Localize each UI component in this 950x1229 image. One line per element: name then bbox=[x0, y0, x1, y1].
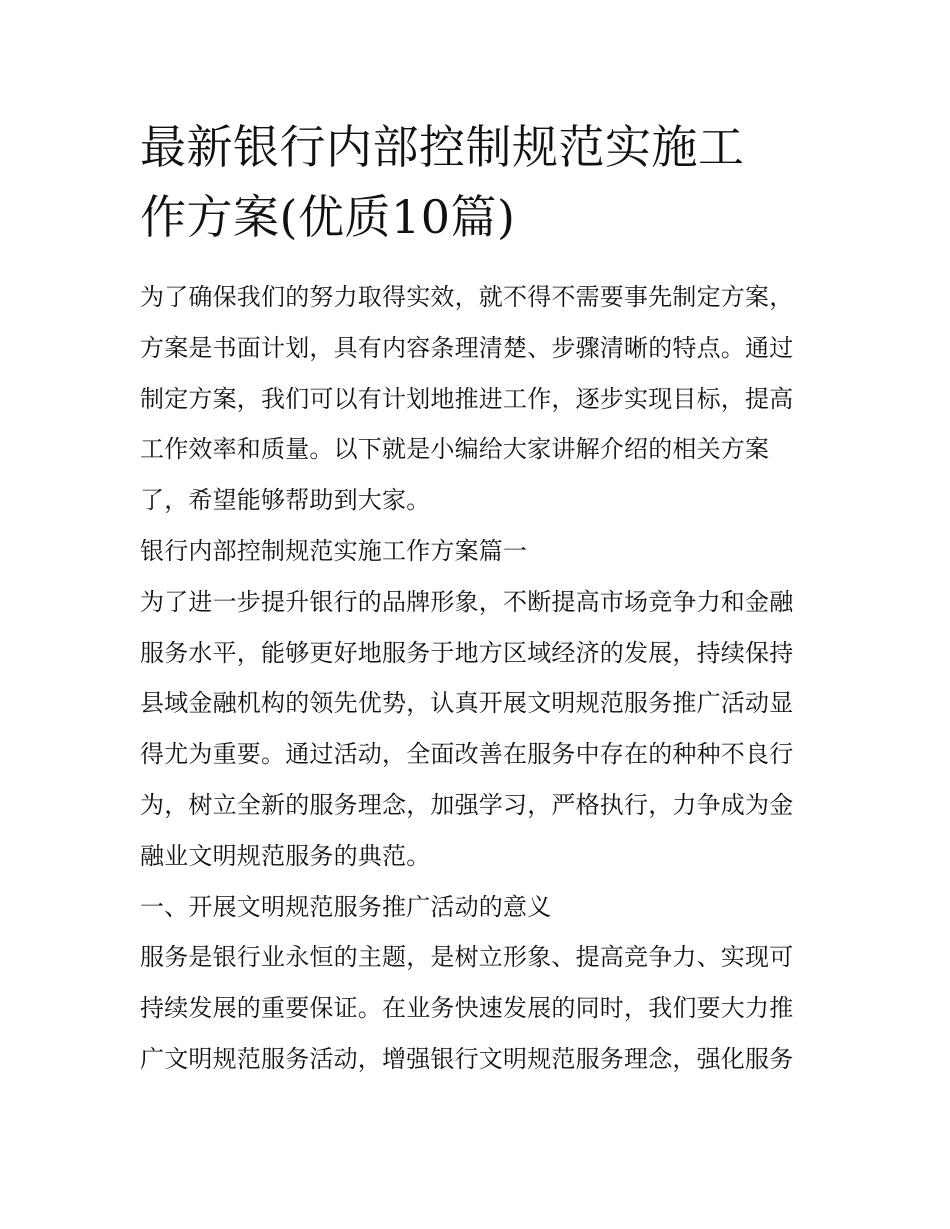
body-line: 服务水平，能够更好地服务于地方区域经济的发展，持续保持 bbox=[140, 638, 794, 667]
body-line: 县域金融机构的领先优势，认真开展文明规范服务推广活动显 bbox=[140, 689, 794, 718]
body-line: 融业文明规范服务的典范。 bbox=[140, 841, 431, 870]
document-title: 最新银行内部控制规范实施工 作方案(优质10篇) bbox=[140, 120, 745, 244]
body-line: 为，树立全新的服务理念，加强学习，严格执行，力争成为金 bbox=[140, 790, 794, 819]
body-line: 服务是银行业永恒的主题，是树立形象、提高竞争力、实现可 bbox=[140, 943, 794, 972]
body-line: 持续发展的重要保证。在业务快速发展的同时，我们要大力推 bbox=[140, 994, 794, 1023]
document-content bbox=[140, 112, 815, 1085]
body-line: 得尤为重要。通过活动，全面改善在服务中存在的种种不良行 bbox=[140, 740, 794, 769]
document-body bbox=[140, 272, 815, 1085]
body-line: 为了确保我们的努力取得实效，就不得不需要事先制定方案， bbox=[140, 283, 794, 311]
body-line: 为了进一步提升银行的品牌形象，不断提高市场竞争力和金融 bbox=[140, 587, 794, 616]
body-line: 制定方案，我们可以有计划地推进工作，逐步实现目标，提高 bbox=[140, 384, 794, 413]
body-line: 工作效率和质量。以下就是小编给大家讲解介绍的相关方案 bbox=[140, 435, 770, 464]
body-line: 了，希望能够帮助到大家。 bbox=[140, 486, 431, 515]
body-line: 方案是书面计划，具有内容条理清楚、步骤清晰的特点。通过 bbox=[140, 333, 794, 362]
section-heading: 银行内部控制规范实施工作方案篇一 bbox=[140, 536, 528, 565]
subsection-heading: 一、开展文明规范服务推广活动的意义 bbox=[140, 892, 552, 921]
body-line: 广文明规范服务活动，增强银行文明规范服务理念，强化服务 bbox=[140, 1044, 794, 1073]
